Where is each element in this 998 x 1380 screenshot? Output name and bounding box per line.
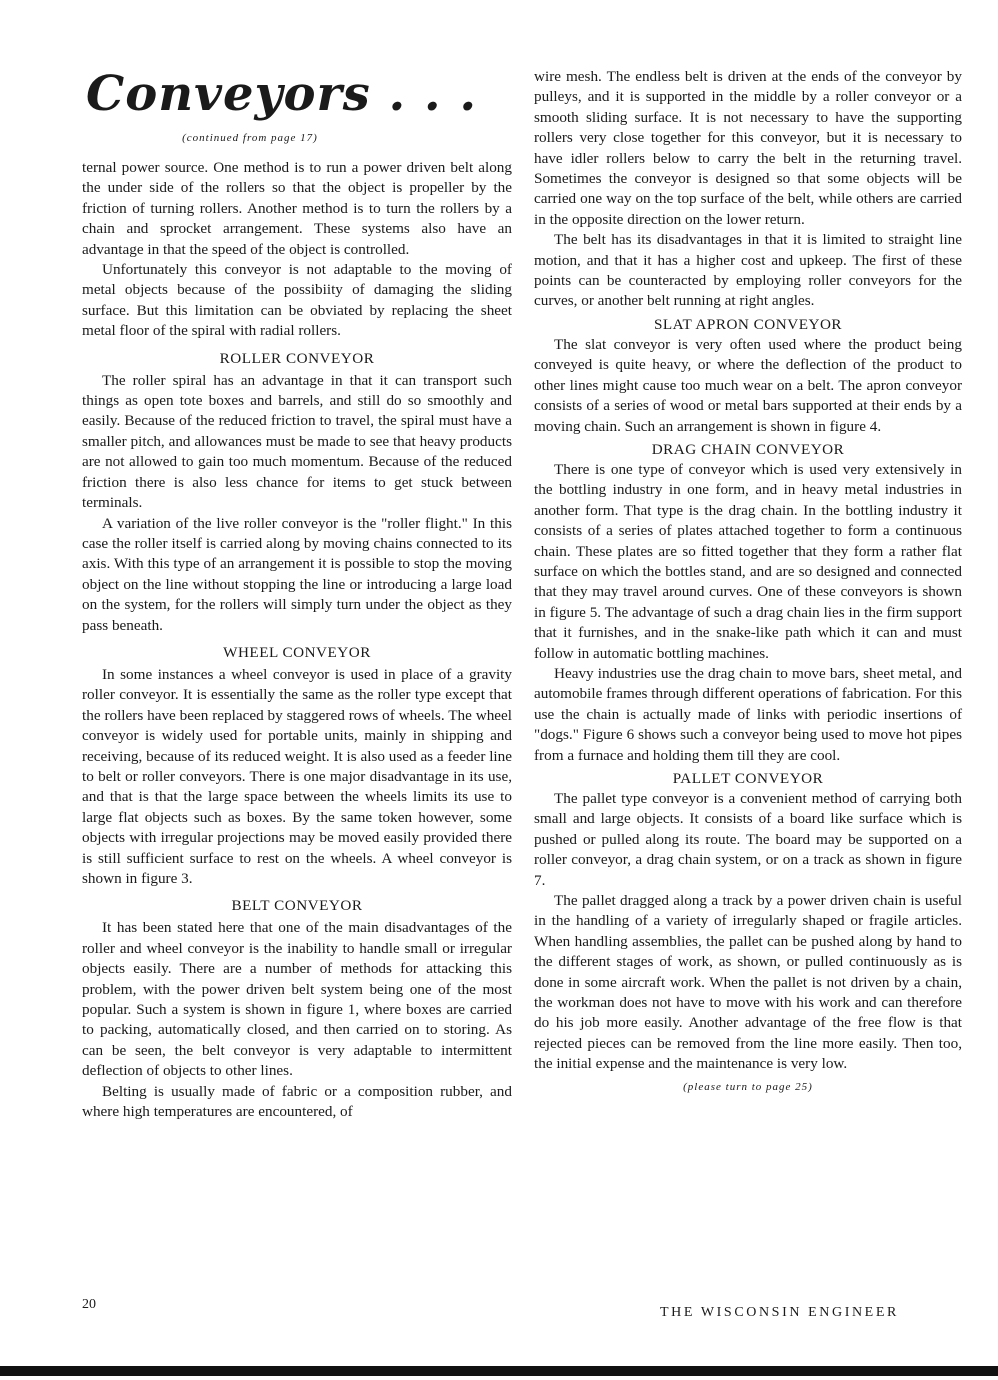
bottom-rule bbox=[0, 1366, 998, 1376]
section-heading: PALLET CONVEYOR bbox=[672, 770, 824, 787]
paragraph: A variation of the live roller conveyor is the "roller flight." In this case the roller itself is carried along by moving chains connected to its axis. With this type of an arrangement it is possible to stop the moving object on the line without stopping the line or introducing a large load on the system, for the rollers will simply turn under the object as they pass beneath. bbox=[82, 514, 512, 634]
paragraph: The belt has its disadvantages in that it is limited to straight line motion, and that it has a higher cost and upkeep. The first of these points can be counteracted by employing roller conveyors for the curves, or another belt running at right angles. bbox=[534, 231, 962, 310]
paragraph: It has been stated here that one of the main disadvantages of the roller and wheel conveyor is the inability to handle small or irregular objects easily. There are a number of methods for attacking this problem, with the power driven belt system being one of the most popular. Such a system is shown in figure 1, where boxes are carried to packing, automatically closed, and then carried on to storing. As can be seen, the belt conveyor is very adaptable to intermittent deflection of objects to other lines. bbox=[82, 919, 512, 1080]
paragraph: The pallet dragged along a track by a power driven chain is useful in the handling of a variety of irregularly shaped or fragile articles. When handling assemblies, the pallet can be pushed along by hand to the different stages of work, as shown, or pulled continuously as is done in some aircraft work. When the pallet is not driven by a chain, the workman does not have to move with his work and can therefore do his job more easily. Another advantage of the free flow is that rejected pieces can be removed from the line more easily. Then too, the initial expense and the maintenance is very low. bbox=[534, 892, 962, 1073]
paragraph: Belting is usually made of fabric or a composition rubber, and where high temperatures are encountered, of bbox=[82, 1082, 512, 1121]
page-title: Conveyors . . . bbox=[86, 66, 478, 122]
magazine-name: THE WISCONSIN ENGINEER bbox=[660, 1305, 899, 1320]
paragraph: wire mesh. The endless belt is driven at the ends of the conveyor by pulleys, and it is supported in the middle by a roller conveyor or a smooth sliding surface. It is not necessary to have the supporting rollers very close together for this conveyor, but it is necessary to have idler rollers below to carry the belt in the returning travel. Sometimes the conveyor is designed so that some objects will be carried one way on the top surface of the belt, while others are carried in the opposite direction on the lower return. bbox=[534, 68, 962, 228]
paragraph: The roller spiral has an advantage in that it can transport such things as open tote boxes and barrels, and still do so smoothly and easily. Because of the reduced friction to travel, the spiral must have a smaller pitch, and allowances must be made to see that heavy products are not allowed to gain too much momentum. Because of the reduced friction there is also less chance for items to get stuck between terminals. bbox=[82, 371, 512, 512]
continued-from-note: (continued from page 17) bbox=[182, 132, 318, 144]
section-heading: DRAG CHAIN CONVEYOR bbox=[651, 440, 845, 458]
right-column bbox=[534, 67, 962, 1097]
left-column bbox=[82, 158, 512, 1122]
continued-to-note: (please turn to page 25) bbox=[683, 1080, 813, 1093]
page-number: 20 bbox=[82, 1297, 96, 1312]
paragraph: There is one type of conveyor which is used very extensively in the bottling industry in one form, and in heavy metal industries in another form. That type is the drag chain. In the bottling industry it consists of a series of plates attached together to form a continuous chain. These plates are so fitted together that they form a rather flat surface on which the bottles stand, and are so designed and connected that they may travel around curves. One of these conveyors is shown in figure 5. The advantage of such a drag chain lies in the firm support that it furnishes, and in the snake-like path which it can and must follow in automatic bottling machines. bbox=[534, 460, 962, 662]
paragraph: Unfortunately this conveyor is not adaptable to the moving of metal objects because of the possibiity of damaging the sliding surface. But this limitation can be obviated by replacing the sheet metal floor of the spiral with radial rollers. bbox=[82, 261, 512, 340]
paragraph: ternal power source. One method is to run a power driven belt along the under side of the rollers so that the object is propeller by the friction of turning rollers. Another method is to turn the rollers by a chain and sprocket arrangement. These systems also have an advantage in that the speed of the object is controlled. bbox=[82, 159, 512, 258]
paragraph: Heavy industries use the drag chain to move bars, sheet metal, and automobile frames through different operations of fabrication. For this use the chain is actually made of links with periodic insertions of "dogs." Figure 6 shows such a conveyor being used to move hot pipes from a furnace and holding them till they are cool. bbox=[534, 664, 962, 764]
section-heading: BELT CONVEYOR bbox=[231, 897, 363, 915]
section-heading: WHEEL CONVEYOR bbox=[223, 643, 371, 661]
paragraph: The pallet type conveyor is a convenient method of carrying both small and large objects. It consists of a board like surface which is pushed or pulled along its route. The board may be supported on a roller conveyor, a drag chain system, or on a track as shown in figure 7. bbox=[534, 790, 962, 889]
paragraph: The slat conveyor is very often used where the product being conveyed is quite heavy, or where the deflection of the product to other lines might cause too much wear on a belt. The apron conveyor consists of a series of wood or metal bars supported at their ends by a moving chain. Such an arrangement is shown in figure 4. bbox=[534, 335, 962, 435]
section-heading: SLAT APRON CONVEYOR bbox=[653, 315, 843, 333]
paragraph: In some instances a wheel conveyor is used in place of a gravity roller conveyor. It is essentially the same as the roller type except that the rollers have been replaced by staggered rows of wheels. The wheel conveyor is widely used for portable units, mainly in shipping and receiving, because of its reduced weight. It is also used as a feeder line to belt or roller conveyors. There is one major disadvantage in its use, and that is that the large space between the wheels limits its use to large flat objects such as boxes. By the same token however, some objects with irregular projections may be moved easily provided there is still sufficient surface to rest on the wheels. A wheel conveyor is shown in figure 3. bbox=[82, 665, 512, 887]
section-heading: ROLLER CONVEYOR bbox=[219, 349, 375, 367]
